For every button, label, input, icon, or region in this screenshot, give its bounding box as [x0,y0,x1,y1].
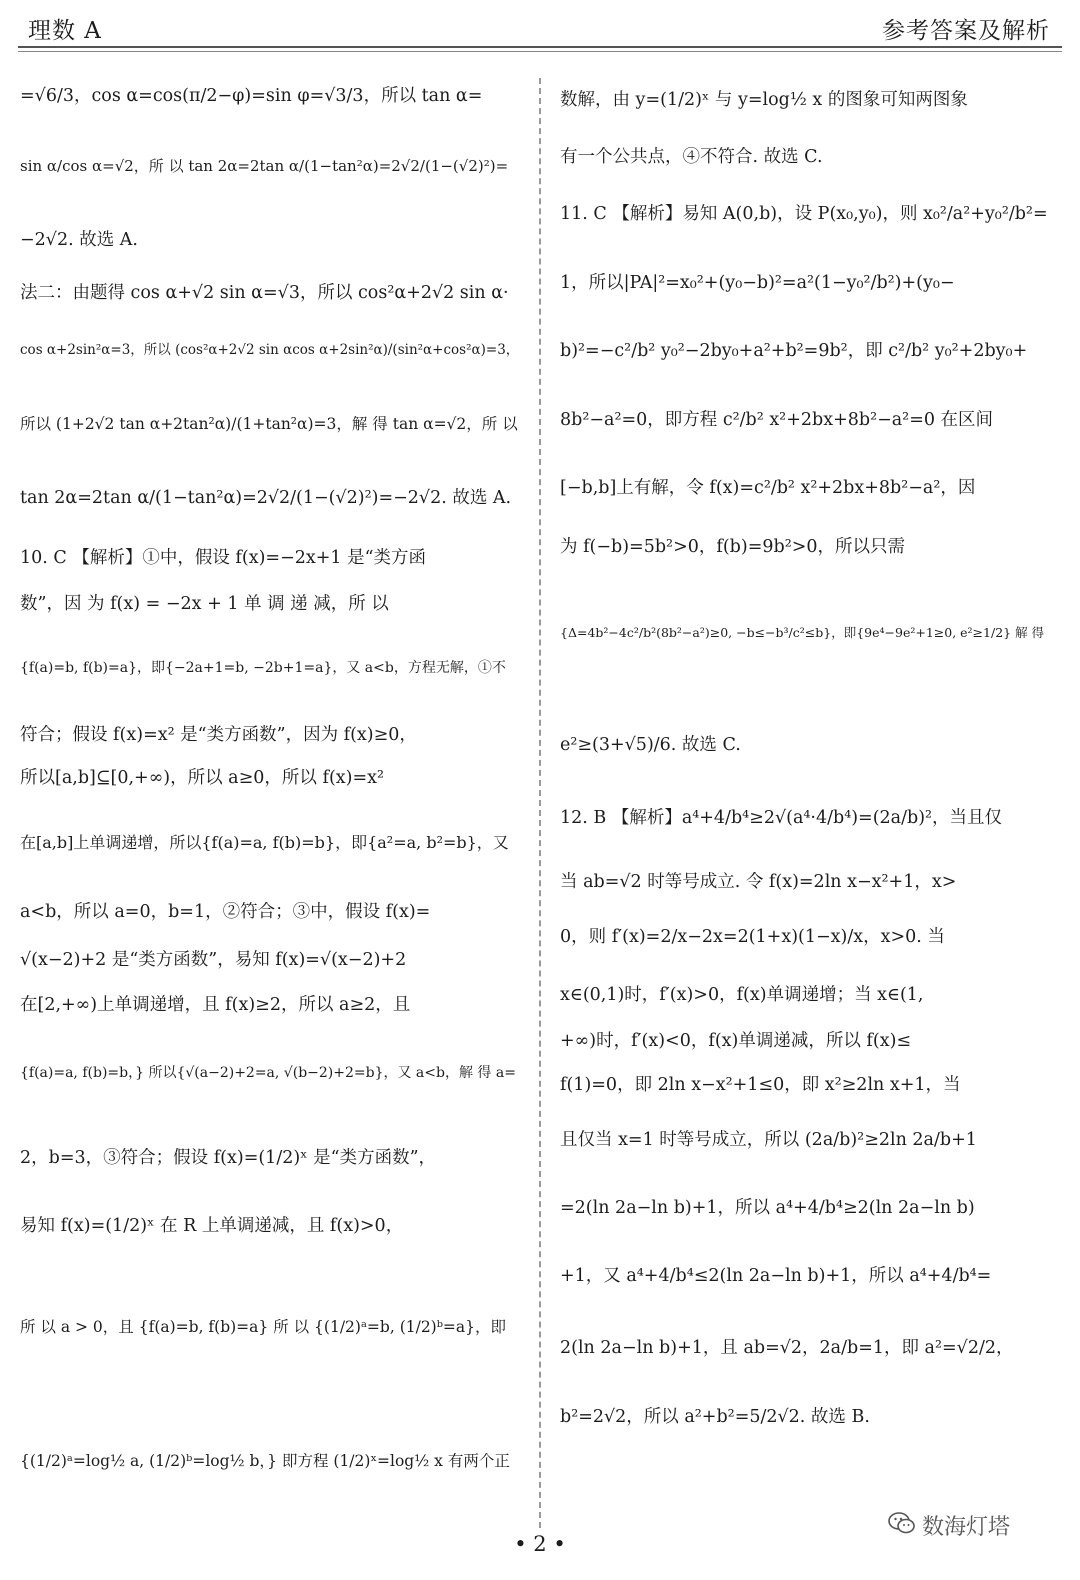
text-line: b²=2√2，所以 a²+b²=5/2√2. 故选 B. [560,1407,870,1427]
text-line: =2(ln 2a−ln b)+1，所以 a⁴+4/b⁴≥2(ln 2a−ln b) [560,1198,975,1218]
text-line: 为 f(−b)=5b²>0，f(b)=9b²>0，所以只需 [560,537,906,557]
text-line: 有一个公共点，④不符合. 故选 C. [560,147,823,167]
text-line: 法二：由题得 cos α+√2 sin α=√3，所以 cos²α+2√2 sin α· [20,283,509,303]
text-line: 所以 (1+2√2 tan α+2tan²α)/(1+tan²α)=3，解 得 tan α=√2，所 以 [20,415,518,433]
text-line: 且仅当 x=1 时等号成立，所以 (2a/b)²≥2ln 2a/b+1 [560,1130,977,1150]
text-line: [−b,b]上有解，令 f(x)=c²/b² x²+2bx+8b²−a²，因 [560,478,976,498]
text-line: a<b，所以 a=0，b=1，②符合；③中，假设 f(x)= [20,902,431,922]
text-line: 数解，由 y=(1/2)ˣ 与 y=log½ x 的图象可知两图象 [560,90,968,110]
text-line: cos α+2sin²α=3，所以 (cos²α+2√2 sin αcos α+2sin²α)/(sin²α+cos²α)=3， [20,342,520,358]
text-line: =√6/3，cos α=cos(π/2−φ)=sin φ=√3/3，所以 tan α= [20,86,483,106]
text-line: tan 2α=2tan α/(1−tan²α)=2√2/(1−(√2)²)=−2√2. 故选 A. [20,488,512,508]
header-rule-thick [18,46,1062,48]
page-header [0,0,1080,52]
text-line: 在[a,b]上单调递增，所以{f(a)=a, f(b)=b}，即{a²=a, b²=b}，又 [20,833,509,852]
subject-title: 理数 A [28,18,102,44]
text-line: 0，则 f′(x)=2/x−2x=2(1+x)(1−x)/x，x>0. 当 [560,927,945,947]
text-line: {Δ=4b²−4c²/b²(8b²−a²)≥0, −b≤−b³/c²≤b}，即{9e⁴−9e²+1≥0, e²≥1/2} 解 得 [560,625,1045,640]
text-line: 所 以 a > 0，且 {f(a)=b, f(b)=a} 所 以 {(1/2)ᵃ=b, (1/2)ᵇ=a}，即 [20,1318,507,1336]
text-line: x∈(0,1)时，f′(x)>0，f(x)单调递增；当 x∈(1, [560,985,924,1005]
text-line: 所以[a,b]⊆[0,+∞)，所以 a≥0，所以 f(x)=x² [20,768,385,788]
text-line: {(1/2)ᵃ=log½ a, (1/2)ᵇ=log½ b，} 即方程 (1/2)ˣ=log½ x 有两个正 [20,1452,510,1470]
text-line: 2，b=3，③符合；假设 f(x)=(1/2)ˣ 是“类方函数”， [20,1148,437,1168]
text-line: sin α/cos α=√2，所 以 tan 2α=2tan α/(1−tan²α)=2√2/(1−(√2)²)= [20,157,509,175]
problem-11-heading: 11. C 【解析】易知 A(0,b)，设 P(x₀,y₀)，则 x₀²/a²+y₀²/b²= [560,204,1048,224]
text-line: {f(a)=b, f(b)=a}，即{−2a+1=b, −2b+1=a}，又 a<b，方程无解，①不 [20,660,506,676]
text-line: {f(a)=a, f(b)=b，} 所以{√(a−2)+2=a, √(b−2)+2=b}，又 a<b，解 得 a= [20,1065,516,1081]
text-line: b)²=−c²/b² y₀²−2by₀+a²+b²=9b²，即 c²/b² y₀²+2by₀+ [560,341,1028,361]
text-line: √(x−2)+2 是“类方函数”，易知 f(x)=√(x−2)+2 [20,950,407,970]
text-line: 2(ln 2a−ln b)+1，且 ab=√2，2a/b=1，即 a²=√2/2， [560,1338,1014,1358]
text-line: 符合；假设 f(x)=x² 是“类方函数”，因为 f(x)≥0， [20,725,417,745]
watermark-text: 数海灯塔 [922,1515,1011,1540]
text-line: 8b²−a²=0，即方程 c²/b² x²+2bx+8b²−a²=0 在区间 [560,410,994,430]
text-line: 数”，因 为 f(x) = −2x + 1 单 调 递 减，所 以 [20,594,389,614]
header-rule-thin [18,51,1062,52]
text-line: 易知 f(x)=(1/2)ˣ 在 R 上单调递减，且 f(x)>0， [20,1216,404,1236]
text-line: e²≥(3+√5)/6. 故选 C. [560,735,741,755]
page-number: • 2 • [514,1532,566,1556]
text-line: +∞)时，f′(x)<0，f(x)单调递减，所以 f(x)≤ [560,1031,912,1051]
text-line: 在[2,+∞)上单调递增，且 f(x)≥2，所以 a≥2，且 [20,995,411,1015]
problem-10-heading: 10. C 【解析】①中，假设 f(x)=−2x+1 是“类方函 [20,548,427,568]
text-line: f(1)=0，即 2ln x−x²+1≤0，即 x²≥2ln x+1，当 [560,1075,961,1095]
text-line: 1，所以|PA|²=x₀²+(y₀−b)²=a²(1−y₀²/b²)+(y₀− [560,273,955,293]
problem-12-heading: 12. B 【解析】a⁴+4/b⁴≥2√(a⁴·4/b⁴)=(2a/b)²，当且仅 [560,808,1003,828]
watermark [888,1508,1048,1542]
text-line: 当 ab=√2 时等号成立. 令 f(x)=2ln x−x²+1，x> [560,872,957,892]
wechat-icon [888,1512,916,1534]
column-divider [539,78,541,1528]
text-line: +1，又 a⁴+4/b⁴≤2(ln 2a−ln b)+1，所以 a⁴+4/b⁴= [560,1266,992,1286]
answer-key-title: 参考答案及解析 [882,18,1050,44]
text-line: −2√2. 故选 A. [20,230,138,250]
